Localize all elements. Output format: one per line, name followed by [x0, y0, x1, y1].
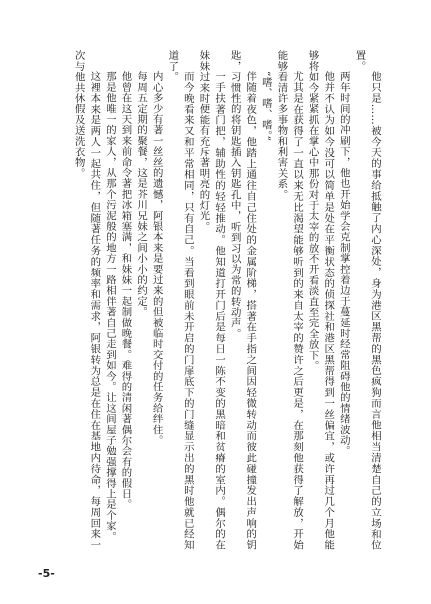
paragraph: 而今晚看来又和平常相同，只有自己。当看到眼前未开启的门扉底下的门缝显示出的黑时他就已经知道了。	[166, 50, 194, 550]
paragraph: 那是他唯一的家人，从那个污泥般的地方一路相伴著自己走到如今。让这间屋子勉强撑得上是个家。	[103, 70, 116, 542]
paragraph: 他曾在这天到来前命令著把冰箱塞满，和妹妹一起制做晚餐。难得的清闲著偶尔会有的假日。	[119, 70, 132, 510]
page-number: -5-	[38, 567, 55, 580]
paragraph: 伴随着夜色，他踏上通往自己住处的金属阶梯，搭著在手指之间因轻微转动而彼此碰撞发出声响的钥匙，习惯性的将钥匙插入钥匙孔中，听到习以为常的转动声。	[228, 50, 257, 550]
paragraph: 尤其是在获得了一直以来无比渴望能够听到的来自太宰的赞许之后更是，在那刻他获得了解放，开始能够看清许多事物和利害关系。	[275, 50, 304, 550]
paragraph: 这裡本来是两人一起共住，但随著任务的频率和需求，阿银转为总是在住在基地内待命，每周回来一次与他共休假及送洗衣物。	[72, 50, 101, 550]
paragraph: 他并不认为如今没可以简单是处在平衡状态的侦探社和港区黑帮得到一丝偏宜，或许再过几个月他能够将如今紧紧抓在掌心中那份对于太宰的放不开看淡直至完全放下。	[306, 50, 335, 550]
paragraph: “嗜、嗜、嗜。”	[259, 70, 272, 142]
paragraph: 内心多少有著一丝丝的遗憾，阿银本来是要过来的但被临时交付的任务给绊住。	[150, 70, 163, 446]
paragraph: 他只是……被今天的事给抵触了内心深处，身为港区黑帮的黑色疯狗而言他相当清楚自己的立场和位置。	[353, 50, 381, 550]
paragraph: 每周五定期的聚餐，这是芥川兄妹之间小小的约定。	[135, 70, 148, 317]
paragraph: 一手扶著门把，辅助性的轻轻推动。他知道打开门后是每日一陈不变的黑暗和贫瘠的室内。偶尔的在妹妹过来时便能有充斥著明亮的灯光。	[197, 50, 226, 550]
paragraph: 两年时间的冲刷下，他也开始学会克制掌控着边于蔓延时经常阻碍他的情绪波动。	[337, 70, 350, 456]
vertical-text-body	[58, 50, 382, 550]
